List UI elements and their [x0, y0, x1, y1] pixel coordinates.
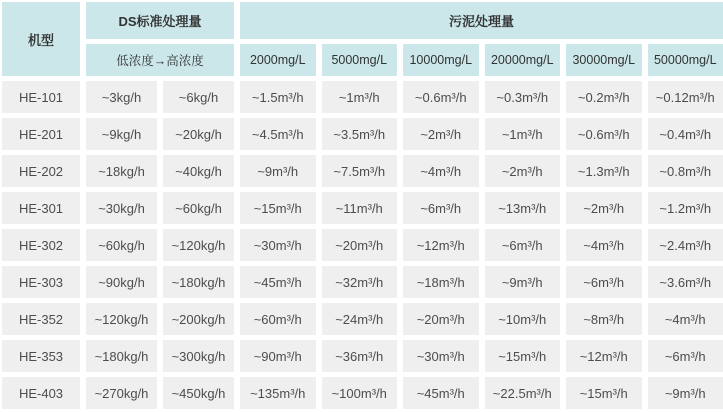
table-cell: ~3.6m³/h	[648, 266, 723, 298]
sludge-capacity-group-header: 污泥处理量	[240, 2, 723, 39]
table-cell: ~30kg/h	[86, 192, 157, 224]
table-cell: ~1.3m³/h	[566, 155, 642, 187]
model-cell: HE-202	[2, 155, 80, 187]
table-cell: ~8m³/h	[566, 303, 642, 335]
sludge-concentration-subheader: 2000mg/L	[240, 44, 316, 76]
table-cell: ~0.6m³/h	[403, 81, 479, 113]
table-cell: ~200kg/h	[163, 303, 234, 335]
table-cell: ~135m³/h	[240, 377, 316, 409]
sludge-concentration-subheader: 5000mg/L	[322, 44, 398, 76]
table-cell: ~2m³/h	[566, 192, 642, 224]
model-cell: HE-101	[2, 81, 80, 113]
model-column-header: 机型	[2, 2, 80, 76]
table-cell: ~4m³/h	[566, 229, 642, 261]
table-cell: ~1.2m³/h	[648, 192, 723, 224]
table-cell: ~3kg/h	[86, 81, 157, 113]
table-cell: ~100m³/h	[322, 377, 398, 409]
table-cell: ~6m³/h	[648, 340, 723, 372]
table-cell: ~2.4m³/h	[648, 229, 723, 261]
model-cell: HE-353	[2, 340, 80, 372]
table-cell: ~0.12m³/h	[648, 81, 723, 113]
ds-capacity-group-header: DS标准处理量	[86, 2, 234, 39]
table-cell: ~1.5m³/h	[240, 81, 316, 113]
table-cell: ~60m³/h	[240, 303, 316, 335]
table-cell: ~30m³/h	[240, 229, 316, 261]
table-cell: ~12m³/h	[403, 229, 479, 261]
table-cell: ~9kg/h	[86, 118, 157, 150]
model-cell: HE-302	[2, 229, 80, 261]
table-cell: ~30m³/h	[403, 340, 479, 372]
table-cell: ~450kg/h	[163, 377, 234, 409]
table-cell: ~10m³/h	[485, 303, 561, 335]
table-cell: ~0.4m³/h	[648, 118, 723, 150]
table-cell: ~3.5m³/h	[322, 118, 398, 150]
table-cell: ~13m³/h	[485, 192, 561, 224]
table-cell: ~45m³/h	[403, 377, 479, 409]
ds-concentration-subheader: 低浓度→高浓度	[86, 44, 234, 76]
table-cell: ~18kg/h	[86, 155, 157, 187]
sludge-concentration-subheader: 10000mg/L	[403, 44, 479, 76]
sludge-concentration-subheader: 30000mg/L	[566, 44, 642, 76]
model-cell: HE-201	[2, 118, 80, 150]
table-cell: ~40kg/h	[163, 155, 234, 187]
table-cell: ~20m³/h	[403, 303, 479, 335]
table-cell: ~180kg/h	[163, 266, 234, 298]
table-cell: ~18m³/h	[403, 266, 479, 298]
table-cell: ~1m³/h	[322, 81, 398, 113]
table-cell: ~90m³/h	[240, 340, 316, 372]
table-cell: ~32m³/h	[322, 266, 398, 298]
table-cell: ~22.5m³/h	[485, 377, 561, 409]
table-cell: ~120kg/h	[163, 229, 234, 261]
table-cell: ~9m³/h	[648, 377, 723, 409]
table-cell: ~36m³/h	[322, 340, 398, 372]
model-cell: HE-403	[2, 377, 80, 409]
table-cell: ~2m³/h	[485, 155, 561, 187]
table-cell: ~24m³/h	[322, 303, 398, 335]
table-cell: ~0.6m³/h	[566, 118, 642, 150]
table-cell: ~6kg/h	[163, 81, 234, 113]
table-cell: ~6m³/h	[403, 192, 479, 224]
table-cell: ~6m³/h	[566, 266, 642, 298]
table-cell: ~20m³/h	[322, 229, 398, 261]
table-cell: ~270kg/h	[86, 377, 157, 409]
capacity-spec-table	[2, 2, 723, 409]
table-cell: ~60kg/h	[86, 229, 157, 261]
model-cell: HE-303	[2, 266, 80, 298]
table-cell: ~0.2m³/h	[566, 81, 642, 113]
table-cell: ~9m³/h	[485, 266, 561, 298]
model-cell: HE-352	[2, 303, 80, 335]
sludge-concentration-subheader: 50000mg/L	[648, 44, 723, 76]
table-cell: ~45m³/h	[240, 266, 316, 298]
table-cell: ~2m³/h	[403, 118, 479, 150]
table-cell: ~0.3m³/h	[485, 81, 561, 113]
table-cell: ~1m³/h	[485, 118, 561, 150]
table-cell: ~300kg/h	[163, 340, 234, 372]
table-cell: ~180kg/h	[86, 340, 157, 372]
table-cell: ~15m³/h	[485, 340, 561, 372]
table-cell: ~9m³/h	[240, 155, 316, 187]
table-cell: ~90kg/h	[86, 266, 157, 298]
table-cell: ~60kg/h	[163, 192, 234, 224]
table-cell: ~11m³/h	[322, 192, 398, 224]
table-cell: ~7.5m³/h	[322, 155, 398, 187]
table-cell: ~4m³/h	[648, 303, 723, 335]
table-cell: ~15m³/h	[566, 377, 642, 409]
table-cell: ~120kg/h	[86, 303, 157, 335]
table-cell: ~4m³/h	[403, 155, 479, 187]
sludge-concentration-subheader: 20000mg/L	[485, 44, 561, 76]
table-cell: ~0.8m³/h	[648, 155, 723, 187]
table-cell: ~12m³/h	[566, 340, 642, 372]
table-cell: ~6m³/h	[485, 229, 561, 261]
table-cell: ~20kg/h	[163, 118, 234, 150]
table-cell: ~4.5m³/h	[240, 118, 316, 150]
table-cell: ~15m³/h	[240, 192, 316, 224]
model-cell: HE-301	[2, 192, 80, 224]
